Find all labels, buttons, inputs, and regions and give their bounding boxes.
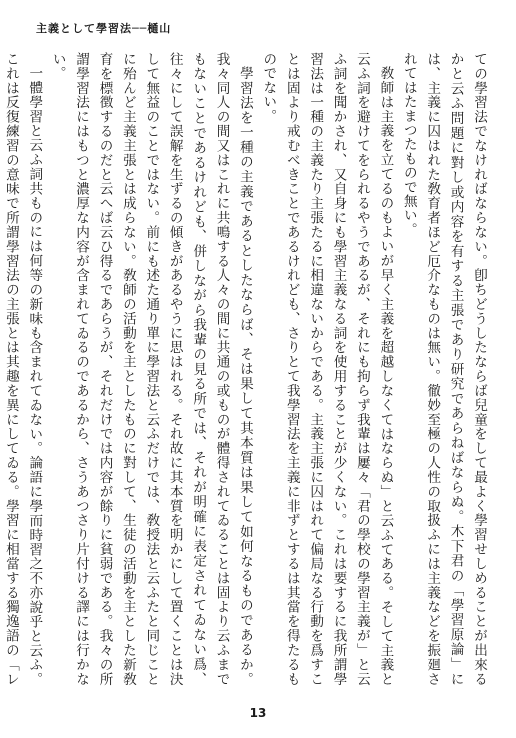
paragraph: 學習法を一種の主義であるとしたならば、そは果して其本質は果して如何なるものであるか。我々同人の間又はこれに共鳴する人々の間に共通の或ものが體得されてゐることは固より云ふまでもないことであるけれども、併しながら我輩の見る所では、それが明確に表定されてゐない爲、往々にして誤解を生ずるの傾きがあるやうに思はれる。それ故に其本質を明かにして置くことは決して無益のことではない。前にも述た通り單に學習法と云ふだけでは、敎授法と云ふたと同じことに殆んど主義主張とは成らない。敎師の活動を主としたものに對して、生徒の活動を主とした新敎育を標徴するのだと云へば云ひ得るであらうが、それだけでは内容が餘りに貧弱である。我々の所謂學習法にはもつと濃厚な内容が含まれてゐるのであるから、さうあつさり片付ける譯には行かない。	[49, 52, 253, 686]
paragraph: ての學習法でなければならない。卽ちどうしたならば兒童をして最よく學習せしめることが出來るかと云ふ問題に對し或内容を有する主張であり研究であらねばならぬ。木下君の「學習原論」には、主義に囚はれた敎育者ほど厄介なものは無い。徹妙至極の人性の取扱ふには主義などを振廻されてはたまつたもので無い。	[400, 52, 487, 686]
paragraph: 一體學習と云ふ詞共ものには何等の新味も含まれてゐない。論語に學而時習之不亦說乎と云ふ。これは反復練習の意味で所謂學習法の主張とは其趣を異にしてゐる。學習に相當する獨逸語の「レ	[2, 52, 43, 686]
paragraph: 敎師は主義を立てるのもよいが早く主義を超越しなくてはならぬ」と云ふてある。そして主義と云ふ詞を避けてをられるやうであるが、それにも拘らず我輩は屢々「君の學校の學習主義が」と云ふ詞を聞かされ、又自身にも學習主義なる詞を使用することが少くない。これは要するに我所謂學習法は一種の主義たり主張たるに相違ないからである。主義主張に囚はれて偏局なる行動を爲すことは固より戒むべきことであるけれども、さりとて我學習法を主義に非ずとするは其當を得たるものでない。	[260, 52, 394, 686]
running-header: 主義として學習法──樋山	[36, 22, 172, 35]
page-number: 13	[249, 706, 267, 720]
body-text	[2, 52, 490, 686]
